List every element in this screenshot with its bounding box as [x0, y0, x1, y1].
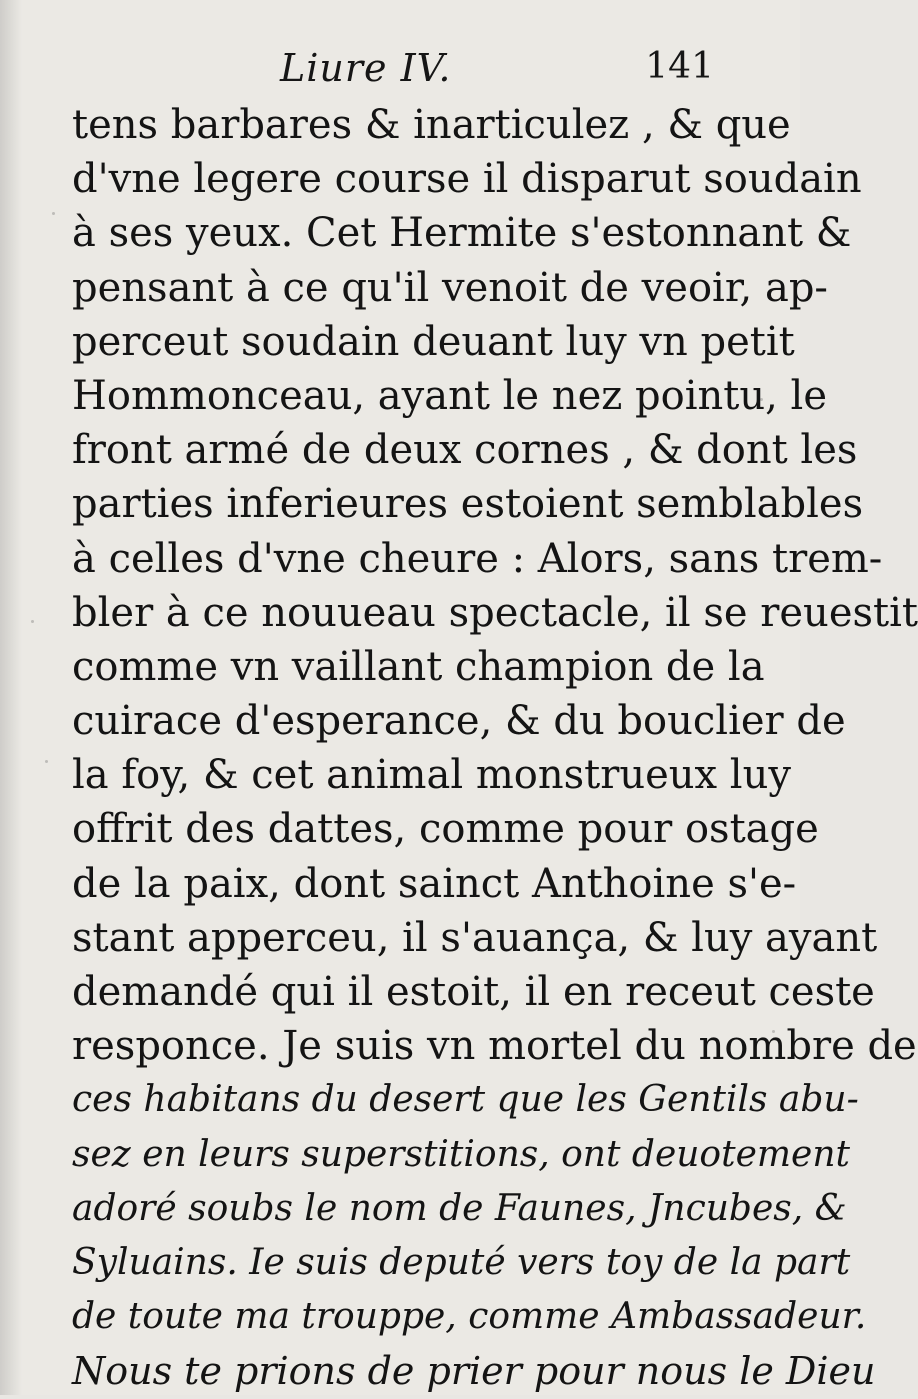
text-line: stant apperceu, il s'auança, & luy ayant	[72, 914, 878, 961]
text-line: la foy, & cet animal monstrueux luy	[72, 752, 791, 799]
body-text	[72, 98, 918, 1399]
text-line: comme vn vaillant champion de la	[72, 643, 765, 690]
text-line: demandé qui il estoit, il en receut ceste	[72, 969, 875, 1015]
text-line: pensant à ce qu'il venoit de veoir, ap-	[72, 264, 828, 311]
text-line: Hommonceau, ayant le nez pointu, le	[72, 372, 827, 419]
text-line: à celles d'vne cheure : Alors, sans trem-	[72, 535, 883, 582]
text-line: de la paix, dont sainct Anthoine s'e-	[72, 860, 797, 907]
paper-speck	[31, 620, 34, 623]
text-line: tens barbares & inarticulez , & que	[72, 102, 791, 148]
italic-text-line: adoré soubs le nom de Faunes, Jncubes, &	[72, 1187, 847, 1229]
italic-text-line: de toute ma trouppe, comme Ambassadeur.	[72, 1296, 867, 1338]
page-number: 141	[645, 46, 714, 87]
page-header	[280, 46, 720, 96]
text-line: front armé de deux cornes , & dont les	[72, 427, 858, 474]
running-head: Liure IV.	[280, 46, 452, 90]
text-line: d'vne legere course il disparut soudain	[72, 156, 862, 203]
text-line: parties inferieures estoient semblables	[72, 481, 864, 528]
paper-speck	[45, 760, 48, 763]
text-line: cuirace d'esperance, & du bouclier de	[72, 698, 846, 745]
text-line: offrit des dattes, comme pour ostage	[72, 806, 819, 853]
text-line: perceut soudain deuant luy vn petit	[72, 318, 795, 365]
paper-speck	[52, 212, 55, 215]
italic-text-line: ces habitans du desert que les Gentils abu-	[72, 1079, 859, 1121]
italic-text-line: Nous te prions de prier pour nous le Dieu	[72, 1349, 876, 1394]
text-line: bler à ce nouueau spectacle, il se reuestit	[72, 589, 918, 636]
italic-text-line: sez en leurs superstitions, ont deuotement	[72, 1133, 850, 1175]
page-edge-shadow	[0, 0, 22, 1395]
italic-text-line: Syluains. Ie suis deputé vers toy de la part	[72, 1241, 851, 1283]
text-line: à ses yeux. Cet Hermite s'estonnant &	[72, 210, 852, 257]
text-line: responce. Je suis vn mortel du nombre de	[72, 1023, 917, 1070]
